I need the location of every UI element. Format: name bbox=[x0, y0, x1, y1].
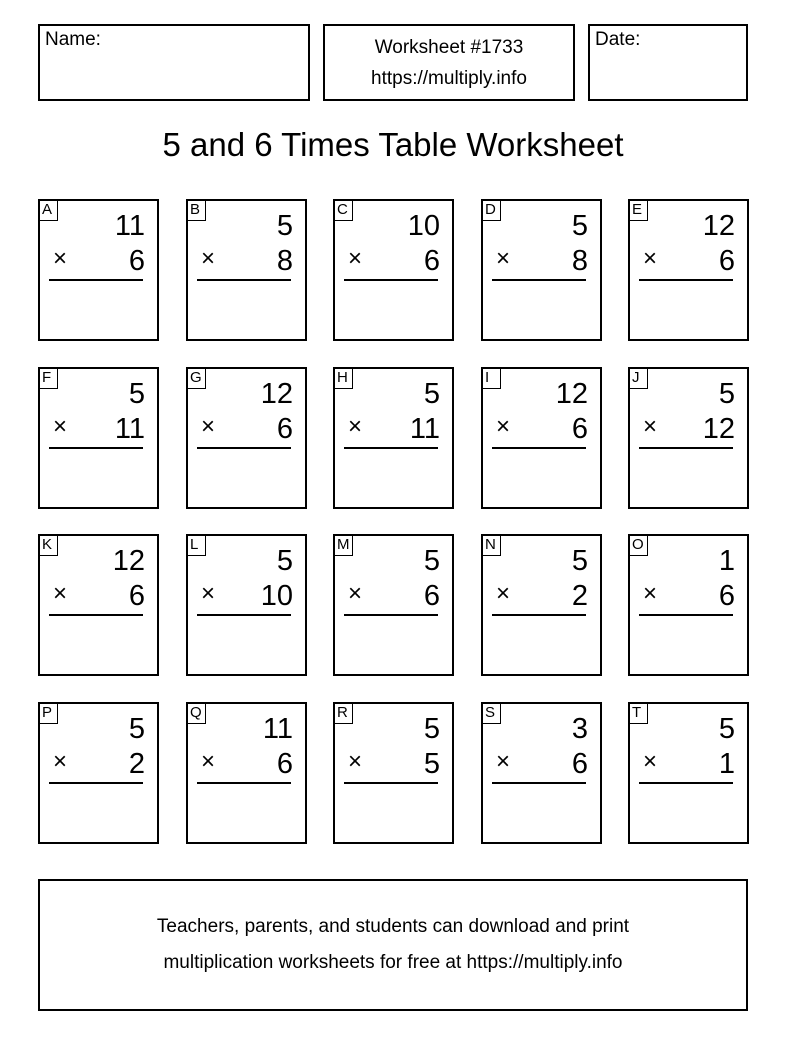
multiplicand: 12 bbox=[702, 210, 735, 242]
answer-line bbox=[49, 279, 143, 281]
date-box bbox=[588, 24, 748, 101]
problem-letter: L bbox=[186, 534, 206, 556]
problem-letter: G bbox=[186, 367, 206, 389]
multiplier: 1 bbox=[718, 748, 735, 780]
answer-line bbox=[197, 447, 291, 449]
problem-letter: I bbox=[481, 367, 501, 389]
multiplier: 6 bbox=[423, 580, 440, 612]
multiplier: 8 bbox=[276, 245, 293, 277]
problem-letter: S bbox=[481, 702, 501, 724]
answer-line bbox=[197, 279, 291, 281]
times-sign: × bbox=[201, 413, 216, 440]
problem-letter: Q bbox=[186, 702, 206, 724]
problem-grid bbox=[38, 199, 749, 843]
worksheet-number: Worksheet #1733 bbox=[374, 36, 524, 58]
answer-line bbox=[49, 614, 143, 616]
answer-line bbox=[492, 447, 586, 449]
multiplicand: 5 bbox=[718, 378, 735, 410]
multiplier: 6 bbox=[128, 245, 145, 277]
answer-line bbox=[492, 279, 586, 281]
problem-card bbox=[333, 199, 454, 341]
worksheet-info-box bbox=[323, 24, 575, 101]
times-sign: × bbox=[201, 580, 216, 607]
times-sign: × bbox=[643, 748, 658, 775]
multiplicand: 5 bbox=[571, 545, 588, 577]
problem-letter: R bbox=[333, 702, 353, 724]
problem-card bbox=[186, 367, 307, 509]
multiplicand: 10 bbox=[407, 210, 440, 242]
multiplicand: 1 bbox=[718, 545, 735, 577]
multiplicand: 12 bbox=[112, 545, 145, 577]
answer-line bbox=[344, 614, 438, 616]
problem-letter: J bbox=[628, 367, 648, 389]
multiplicand: 5 bbox=[423, 378, 440, 410]
multiplicand: 11 bbox=[114, 210, 145, 242]
multiplier: 11 bbox=[114, 413, 145, 445]
problem-card bbox=[333, 534, 454, 676]
problem-card bbox=[333, 702, 454, 844]
multiplier: 6 bbox=[423, 245, 440, 277]
multiplicand: 5 bbox=[276, 210, 293, 242]
footer-box bbox=[38, 879, 748, 1011]
multiplicand: 5 bbox=[423, 713, 440, 745]
answer-line bbox=[639, 279, 733, 281]
answer-line bbox=[49, 447, 143, 449]
problem-letter: M bbox=[333, 534, 353, 556]
problem-card bbox=[186, 702, 307, 844]
problem-card bbox=[186, 199, 307, 341]
multiplicand: 5 bbox=[128, 713, 145, 745]
multiplier: 10 bbox=[260, 580, 293, 612]
multiplicand: 5 bbox=[571, 210, 588, 242]
multiplier: 6 bbox=[128, 580, 145, 612]
multiplier: 6 bbox=[718, 245, 735, 277]
problem-card bbox=[628, 534, 749, 676]
multiplier: 12 bbox=[702, 413, 735, 445]
times-sign: × bbox=[53, 245, 68, 272]
times-sign: × bbox=[496, 580, 511, 607]
answer-line bbox=[639, 614, 733, 616]
problem-card bbox=[628, 199, 749, 341]
problem-card bbox=[628, 367, 749, 509]
problem-card bbox=[38, 702, 159, 844]
answer-line bbox=[344, 279, 438, 281]
times-sign: × bbox=[348, 245, 363, 272]
multiplicand: 11 bbox=[262, 713, 293, 745]
multiplicand: 5 bbox=[276, 545, 293, 577]
problem-letter: N bbox=[481, 534, 501, 556]
multiplicand: 12 bbox=[260, 378, 293, 410]
multiplicand: 5 bbox=[718, 713, 735, 745]
problem-card bbox=[481, 534, 602, 676]
times-sign: × bbox=[348, 748, 363, 775]
times-sign: × bbox=[201, 748, 216, 775]
times-sign: × bbox=[643, 413, 658, 440]
footer-line-2: multiplication worksheets for free at https://multiply.info bbox=[163, 952, 623, 973]
problem-card bbox=[186, 534, 307, 676]
website-url: https://multiply.info bbox=[371, 67, 527, 89]
problem-letter: O bbox=[628, 534, 648, 556]
answer-line bbox=[197, 614, 291, 616]
answer-line bbox=[197, 782, 291, 784]
problem-card bbox=[38, 534, 159, 676]
answer-line bbox=[639, 447, 733, 449]
multiplier: 2 bbox=[128, 748, 145, 780]
problem-letter: A bbox=[38, 199, 58, 221]
multiplicand: 3 bbox=[571, 713, 588, 745]
multiplier: 2 bbox=[571, 580, 588, 612]
problem-letter: H bbox=[333, 367, 353, 389]
page-title: 5 and 6 Times Table Worksheet bbox=[162, 126, 624, 163]
problem-letter: D bbox=[481, 199, 501, 221]
name-label: Name: bbox=[45, 29, 101, 50]
times-sign: × bbox=[496, 245, 511, 272]
times-sign: × bbox=[348, 580, 363, 607]
times-sign: × bbox=[643, 580, 658, 607]
problem-letter: E bbox=[628, 199, 648, 221]
answer-line bbox=[344, 782, 438, 784]
problem-card bbox=[38, 199, 159, 341]
problem-card bbox=[628, 702, 749, 844]
times-sign: × bbox=[201, 245, 216, 272]
answer-line bbox=[49, 782, 143, 784]
problem-card bbox=[481, 199, 602, 341]
problem-card bbox=[481, 702, 602, 844]
name-box bbox=[38, 24, 310, 101]
multiplier: 8 bbox=[571, 245, 588, 277]
problem-letter: B bbox=[186, 199, 206, 221]
multiplicand: 12 bbox=[555, 378, 588, 410]
footer-line-1: Teachers, parents, and students can download and print bbox=[156, 916, 630, 937]
multiplier: 6 bbox=[276, 413, 293, 445]
problem-letter: F bbox=[38, 367, 58, 389]
multiplicand: 5 bbox=[128, 378, 145, 410]
multiplicand: 5 bbox=[423, 545, 440, 577]
problem-letter: K bbox=[38, 534, 58, 556]
times-sign: × bbox=[496, 748, 511, 775]
problem-letter: P bbox=[38, 702, 58, 724]
multiplier: 6 bbox=[718, 580, 735, 612]
times-sign: × bbox=[53, 413, 68, 440]
problem-letter: T bbox=[628, 702, 648, 724]
multiplier: 6 bbox=[276, 748, 293, 780]
answer-line bbox=[492, 782, 586, 784]
problem-letter: C bbox=[333, 199, 353, 221]
times-sign: × bbox=[348, 413, 363, 440]
multiplier: 11 bbox=[409, 413, 440, 445]
multiplier: 5 bbox=[423, 748, 440, 780]
times-sign: × bbox=[53, 580, 68, 607]
multiplier: 6 bbox=[571, 413, 588, 445]
problem-card bbox=[333, 367, 454, 509]
date-label: Date: bbox=[595, 29, 641, 50]
answer-line bbox=[492, 614, 586, 616]
answer-line bbox=[344, 447, 438, 449]
times-sign: × bbox=[496, 413, 511, 440]
problem-card bbox=[38, 367, 159, 509]
times-sign: × bbox=[643, 245, 658, 272]
answer-line bbox=[639, 782, 733, 784]
problem-card bbox=[481, 367, 602, 509]
multiplier: 6 bbox=[571, 748, 588, 780]
times-sign: × bbox=[53, 748, 68, 775]
